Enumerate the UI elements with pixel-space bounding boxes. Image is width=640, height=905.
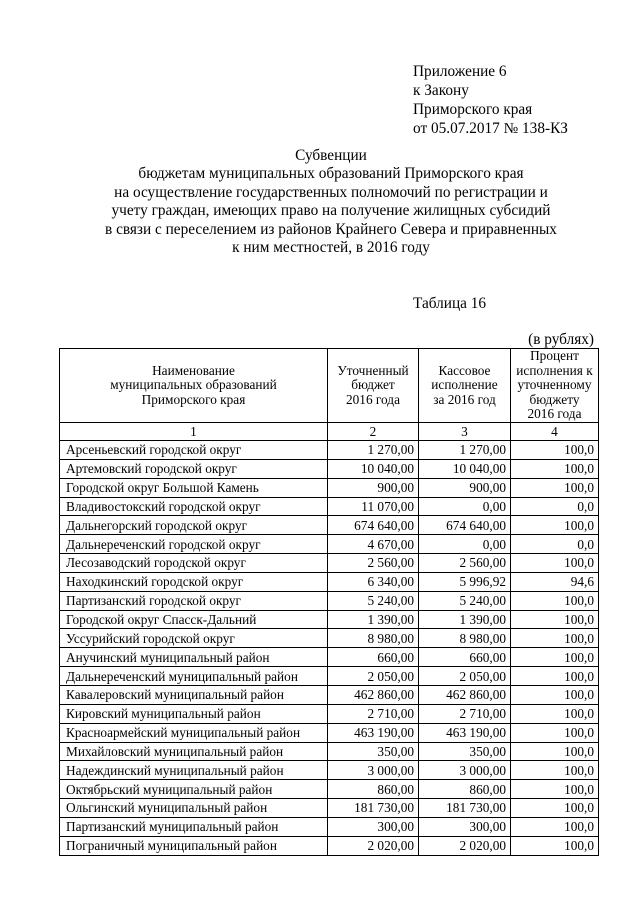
- table-row: [60, 572, 599, 591]
- percent-value: 100,0: [511, 817, 599, 836]
- column-number: 4: [511, 423, 599, 441]
- table-row: [60, 723, 599, 742]
- executed-value: 2 020,00: [419, 836, 511, 855]
- title-line: в связи с переселением из районов Крайнего Севера и приравненных: [105, 220, 557, 238]
- percent-value: 100,0: [511, 780, 599, 799]
- column-number: 3: [419, 423, 511, 441]
- table-row: [60, 817, 599, 836]
- table-row: [60, 516, 599, 535]
- budget-value: 462 860,00: [328, 685, 419, 704]
- header-line: муниципальных образований: [110, 377, 277, 393]
- budget-value: 1 390,00: [328, 610, 419, 629]
- table-label: Таблица 16: [413, 295, 487, 312]
- percent-value: 100,0: [511, 723, 599, 742]
- table-row: [60, 441, 599, 460]
- table-row: [60, 704, 599, 723]
- percent-value: 100,0: [511, 554, 599, 573]
- column-number: 1: [60, 423, 328, 441]
- executed-value: 462 860,00: [419, 685, 511, 704]
- table-row: [60, 667, 599, 686]
- title-line: на осуществление государственных полномочий по регистрации и: [114, 183, 548, 201]
- percent-value: 100,0: [511, 516, 599, 535]
- subventions-table: [59, 348, 599, 856]
- municipality-name: Уссурийский городской округ: [60, 629, 328, 648]
- column-number: 2: [328, 423, 419, 441]
- municipality-name: Надеждинский муниципальный район: [60, 761, 328, 780]
- table-row: [60, 591, 599, 610]
- percent-value: 100,0: [511, 742, 599, 761]
- table-row: [60, 535, 599, 554]
- municipality-name: Городской округ Спасск-Дальний: [60, 610, 328, 629]
- municipality-name: Артемовский городской округ: [60, 459, 328, 478]
- percent-value: 100,0: [511, 441, 599, 460]
- header-executed: [419, 349, 511, 423]
- municipality-name: Михайловский муниципальный район: [60, 742, 328, 761]
- executed-value: 5 996,92: [419, 572, 511, 591]
- budget-value: 181 730,00: [328, 799, 419, 818]
- header-line: исполнения к: [516, 362, 593, 378]
- percent-value: 100,0: [511, 685, 599, 704]
- header-line: бюджету: [529, 391, 580, 407]
- executed-value: 3 000,00: [419, 761, 511, 780]
- municipality-name: Лесозаводский городской округ: [60, 554, 328, 573]
- percent-value: 100,0: [511, 799, 599, 818]
- budget-value: 463 190,00: [328, 723, 419, 742]
- percent-value: 100,0: [511, 648, 599, 667]
- executed-value: 10 040,00: [419, 459, 511, 478]
- header-line: Процент: [530, 348, 579, 364]
- budget-value: 900,00: [328, 478, 419, 497]
- executed-value: 463 190,00: [419, 723, 511, 742]
- budget-value: 300,00: [328, 817, 419, 836]
- budget-value: 5 240,00: [328, 591, 419, 610]
- header-percent: [511, 349, 599, 423]
- table-header-row: [60, 349, 599, 423]
- budget-value: 1 270,00: [328, 441, 419, 460]
- municipality-name: Кавалеровский муниципальный район: [60, 685, 328, 704]
- percent-value: 100,0: [511, 836, 599, 855]
- executed-value: 0,00: [419, 535, 511, 554]
- municipality-name: Дальнереченский городской округ: [60, 535, 328, 554]
- table-row: [60, 685, 599, 704]
- header-budget: [328, 349, 419, 423]
- budget-value: 2 020,00: [328, 836, 419, 855]
- header-line: Уточненный: [337, 362, 409, 378]
- percent-value: 100,0: [511, 610, 599, 629]
- appendix-line: к Закону: [413, 82, 469, 99]
- table-row: [60, 799, 599, 818]
- title-line: учету граждан, имеющих право на получение жилищных субсидий: [111, 202, 551, 220]
- percent-value: 100,0: [511, 629, 599, 648]
- budget-value: 674 640,00: [328, 516, 419, 535]
- municipality-name: Партизанский муниципальный район: [60, 817, 328, 836]
- municipality-name: Партизанский городской округ: [60, 591, 328, 610]
- budget-value: 3 000,00: [328, 761, 419, 780]
- executed-value: 181 730,00: [419, 799, 511, 818]
- budget-value: 4 670,00: [328, 535, 419, 554]
- table-row: [60, 478, 599, 497]
- appendix-line: от 05.07.2017 № 138-КЗ: [413, 120, 568, 137]
- table-row: [60, 554, 599, 573]
- budget-value: 2 560,00: [328, 554, 419, 573]
- municipality-name: Ольгинский муниципальный район: [60, 799, 328, 818]
- executed-value: 900,00: [419, 478, 511, 497]
- header-municipality: [60, 349, 328, 423]
- municipality-name: Октябрьский муниципальный район: [60, 780, 328, 799]
- table-row: [60, 742, 599, 761]
- header-line: бюджет: [351, 377, 395, 393]
- municipality-name: Дальнегорский городской округ: [60, 516, 328, 535]
- table-row: [60, 648, 599, 667]
- budget-value: 11 070,00: [328, 497, 419, 516]
- header-line: 2016 года: [346, 391, 400, 407]
- executed-value: 8 980,00: [419, 629, 511, 648]
- municipality-name: Находкинский городской округ: [60, 572, 328, 591]
- table-row: [60, 836, 599, 855]
- percent-value: 0,0: [511, 535, 599, 554]
- title-line: к ним местностей, в 2016 году: [232, 239, 430, 257]
- percent-value: 100,0: [511, 704, 599, 723]
- budget-value: 350,00: [328, 742, 419, 761]
- budget-value: 10 040,00: [328, 459, 419, 478]
- table-row: [60, 610, 599, 629]
- municipality-name: Пограничный муниципальный район: [60, 836, 328, 855]
- title-line: бюджетам муниципальных образований Приморского края: [138, 165, 524, 183]
- column-number-row: [60, 423, 599, 441]
- table-row: [60, 459, 599, 478]
- municipality-name: Анучинский муниципальный район: [60, 648, 328, 667]
- municipality-name: Городской округ Большой Камень: [60, 478, 328, 497]
- budget-value: 6 340,00: [328, 572, 419, 591]
- title-line: Субвенции: [295, 147, 367, 164]
- appendix-line: Приморского края: [413, 101, 533, 118]
- executed-value: 0,00: [419, 497, 511, 516]
- executed-value: 5 240,00: [419, 591, 511, 610]
- percent-value: 100,0: [511, 478, 599, 497]
- appendix-reference: [413, 62, 568, 138]
- header-line: за 2016 год: [433, 391, 496, 407]
- header-line: Кассовое: [438, 362, 491, 378]
- table-row: [60, 497, 599, 516]
- budget-value: 2 050,00: [328, 667, 419, 686]
- municipality-name: Дальнереченский муниципальный район: [60, 667, 328, 686]
- executed-value: 300,00: [419, 817, 511, 836]
- budget-value: 860,00: [328, 780, 419, 799]
- budget-value: 2 710,00: [328, 704, 419, 723]
- executed-value: 660,00: [419, 648, 511, 667]
- municipality-name: Арсеньевский городской округ: [60, 441, 328, 460]
- executed-value: 1 270,00: [419, 441, 511, 460]
- executed-value: 1 390,00: [419, 610, 511, 629]
- header-line: Наименование: [152, 362, 235, 378]
- table-row: [60, 629, 599, 648]
- municipality-name: Красноармейский муниципальный район: [60, 723, 328, 742]
- percent-value: 100,0: [511, 761, 599, 780]
- percent-value: 0,0: [511, 497, 599, 516]
- municipality-name: Владивостокский городской округ: [60, 497, 328, 516]
- municipality-name: Кировский муниципальный район: [60, 704, 328, 723]
- percent-value: 100,0: [511, 667, 599, 686]
- document-title: [60, 147, 602, 257]
- table-row: [60, 780, 599, 799]
- executed-value: 350,00: [419, 742, 511, 761]
- header-line: 2016 года: [527, 406, 582, 422]
- table-row: [60, 761, 599, 780]
- percent-value: 100,0: [511, 459, 599, 478]
- header-line: уточненному: [517, 377, 592, 393]
- units-note: (в рублях): [528, 331, 594, 348]
- executed-value: 2 050,00: [419, 667, 511, 686]
- header-line: Приморского края: [141, 391, 246, 407]
- header-line: исполнение: [431, 377, 498, 393]
- percent-value: 94,6: [511, 572, 599, 591]
- executed-value: 2 710,00: [419, 704, 511, 723]
- budget-value: 8 980,00: [328, 629, 419, 648]
- appendix-line: Приложение 6: [413, 63, 507, 80]
- budget-value: 660,00: [328, 648, 419, 667]
- executed-value: 2 560,00: [419, 554, 511, 573]
- executed-value: 674 640,00: [419, 516, 511, 535]
- executed-value: 860,00: [419, 780, 511, 799]
- percent-value: 100,0: [511, 591, 599, 610]
